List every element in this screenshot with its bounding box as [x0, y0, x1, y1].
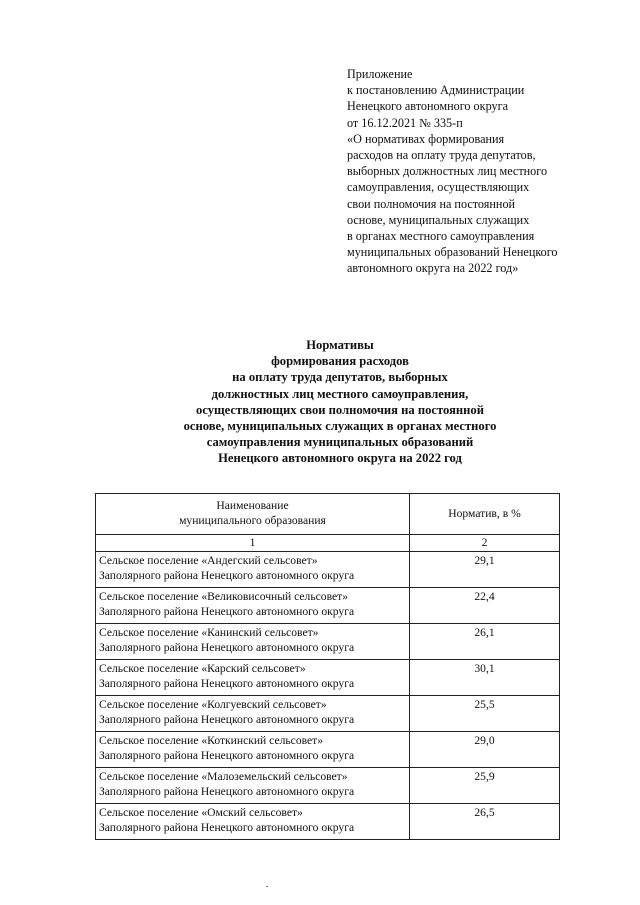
appendix-line: к постановлению Администрации	[347, 83, 525, 98]
appendix-line: самоуправления, осуществляющих	[347, 180, 530, 195]
norms-table	[95, 493, 560, 840]
appendix-line: от 16.12.2021 № 335-п	[347, 115, 463, 130]
municipality-name: Сельское поселение «Малоземельский сельсовет»	[99, 770, 348, 783]
scan-speck	[266, 886, 268, 887]
table-row	[96, 804, 560, 840]
norm-value: 26,1	[410, 624, 560, 660]
title-line: основе, муниципальных служащих в органах местного	[183, 419, 497, 434]
table-row	[96, 696, 560, 732]
appendix-line: свои полномочия на постоянной	[347, 196, 516, 211]
column-number-row	[96, 535, 560, 552]
title-line: осуществляющих свои полномочия на постоянной	[196, 402, 484, 417]
municipality-name-cell	[96, 624, 410, 660]
municipality-district: Заполярного района Ненецкого автономного округа	[99, 820, 355, 834]
title-line: Нормативы	[306, 338, 374, 352]
appendix-line: Приложение	[347, 67, 413, 81]
norm-value: 25,9	[410, 768, 560, 804]
table-row	[96, 732, 560, 768]
appendix-line: муниципальных образований Ненецкого	[347, 245, 558, 260]
municipality-district: Заполярного района Ненецкого автономного округа	[99, 676, 355, 690]
municipality-name-cell	[96, 696, 410, 732]
norm-value: 29,1	[410, 552, 560, 588]
municipality-name: Сельское поселение «Колгуевский сельсовет»	[99, 698, 327, 711]
municipality-name: Сельское поселение «Канинский сельсовет»	[99, 626, 319, 639]
table-row	[96, 588, 560, 624]
appendix-line: «О нормативах формирования	[347, 131, 505, 146]
title-line: должностных лиц местного самоуправления,	[211, 386, 469, 401]
municipality-district: Заполярного района Ненецкого автономного округа	[99, 568, 355, 582]
municipality-name-cell	[96, 732, 410, 768]
document-title	[120, 337, 560, 467]
municipality-name-cell	[96, 588, 410, 624]
municipality-name-cell	[96, 660, 410, 696]
appendix-line: автономного округа на 2022 год»	[347, 261, 519, 276]
municipality-name: Сельское поселение «Карский сельсовет»	[99, 662, 306, 675]
table-row	[96, 660, 560, 696]
appendix-line: в органах местного самоуправления	[347, 229, 535, 244]
municipality-district: Заполярного района Ненецкого автономного округа	[99, 640, 355, 654]
municipality-name: Сельское поселение «Коткинский сельсовет»	[99, 734, 324, 747]
title-line: самоуправления муниципальных образований	[206, 435, 474, 450]
municipality-district: Заполярного района Ненецкого автономного округа	[99, 604, 355, 618]
table-row	[96, 624, 560, 660]
municipality-district: Заполярного района Ненецкого автономного округа	[99, 748, 355, 762]
table-header-row	[96, 494, 560, 535]
municipality-district: Заполярного района Ненецкого автономного округа	[99, 784, 355, 798]
table-row	[96, 768, 560, 804]
table-row	[96, 552, 560, 588]
appendix-block	[347, 66, 627, 277]
column-number: 1	[96, 535, 410, 552]
norm-value: 25,5	[410, 696, 560, 732]
municipality-name: Сельское поселение «Андегский сельсовет»	[99, 554, 318, 567]
appendix-line: расходов на оплату труда депутатов,	[347, 148, 536, 163]
municipality-name-cell	[96, 804, 410, 840]
norm-value: 22,4	[410, 588, 560, 624]
header-name-line: Наименование	[216, 499, 289, 513]
norm-value: 26,5	[410, 804, 560, 840]
norm-value: 29,0	[410, 732, 560, 768]
municipality-name-cell	[96, 768, 410, 804]
header-name-line: муниципального образования	[179, 514, 326, 527]
municipality-name: Сельское поселение «Омский сельсовет»	[99, 806, 303, 819]
title-line: формирования расходов	[271, 354, 409, 369]
appendix-line: выборных должностных лиц местного	[347, 164, 548, 179]
appendix-line: Ненецкого автономного округа	[347, 99, 509, 114]
municipality-name: Сельское поселение «Великовисочный сельсовет»	[99, 590, 348, 603]
appendix-line: основе, муниципальных служащих	[347, 212, 530, 227]
municipality-name-cell	[96, 552, 410, 588]
title-line: на оплату труда депутатов, выборных	[232, 370, 448, 385]
municipality-district: Заполярного района Ненецкого автономного округа	[99, 712, 355, 726]
title-line: Ненецкого автономного округа на 2022 год	[218, 451, 462, 466]
column-number: 2	[410, 535, 560, 552]
norm-value: 30,1	[410, 660, 560, 696]
header-name-cell	[96, 494, 410, 535]
header-norm-cell: Норматив, в %	[410, 494, 560, 535]
